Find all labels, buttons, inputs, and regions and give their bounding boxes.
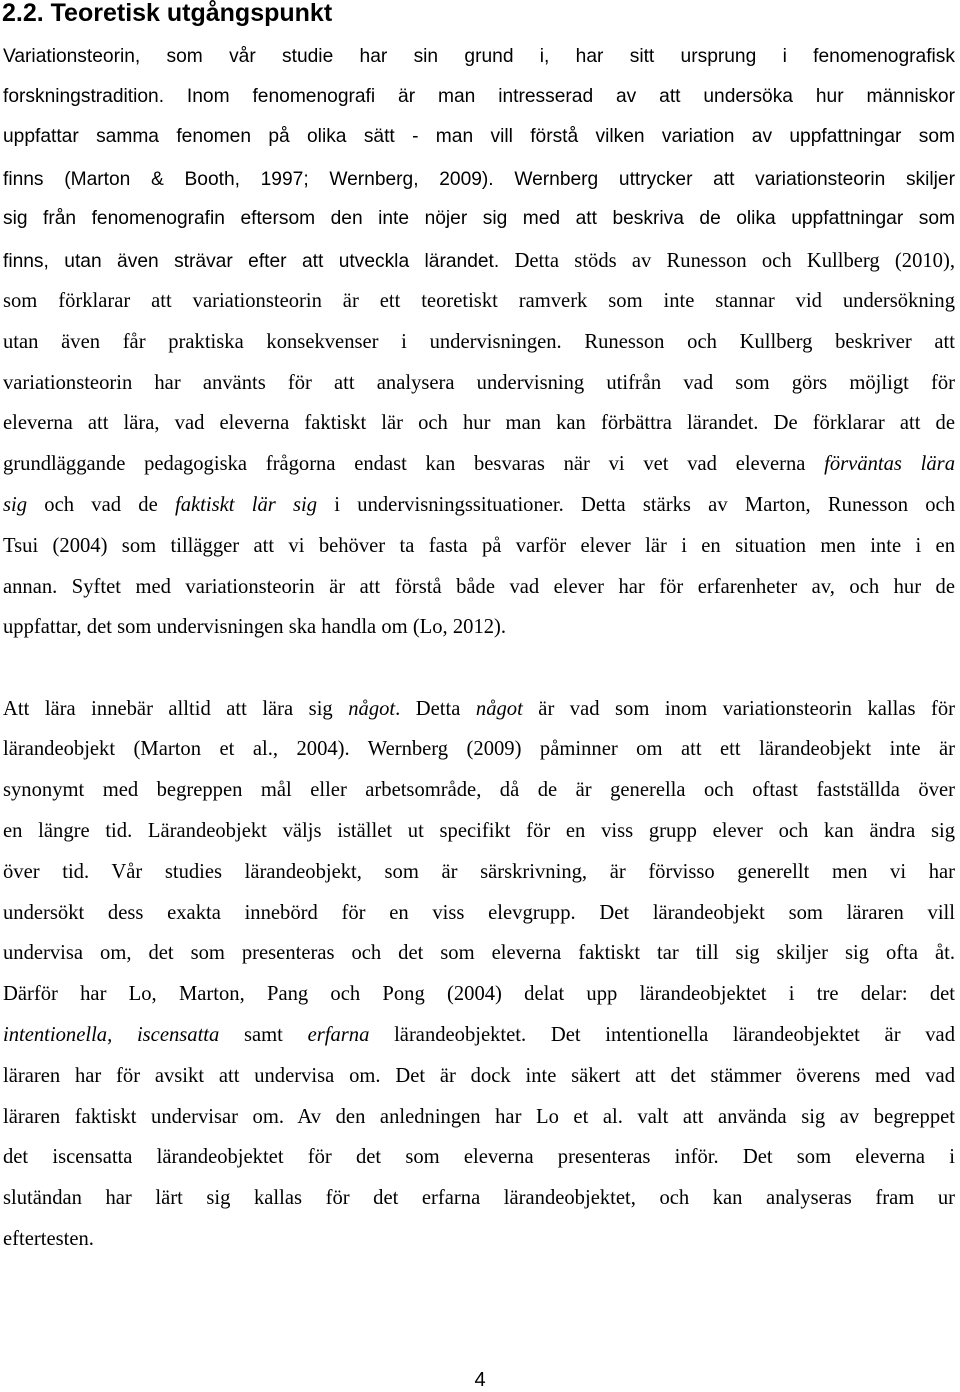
text-line: annan. Syftet med variationsteorin är att förstå både vad elever har för erfarenheter av, och hur de bbox=[3, 576, 955, 598]
text-line: undersökt dess exakta innebörd för en viss elevgrupp. Det lärandeobjekt som läraren vill bbox=[3, 902, 955, 924]
text-line: forskningstradition. Inom fenomenografi är man intresserad av att undersöka hur människor bbox=[3, 86, 955, 107]
text-line: lärandeobjekt (Marton et al., 2004). Wernberg (2009) påminner om att ett lärandeobjekt inte är bbox=[3, 738, 955, 760]
text-line: läraren faktiskt undervisar om. Av den anledningen har Lo et al. valt att använda sig av begreppet bbox=[3, 1106, 955, 1128]
text-line: undervisa om, det som presenteras och det som eleverna faktiskt tar till sig skiljer sig ofta åt. bbox=[3, 942, 955, 964]
emphasis: faktiskt lär sig bbox=[174, 494, 318, 516]
text-line: uppfattar, det som undervisningen ska handla om (Lo, 2012). bbox=[3, 616, 507, 638]
text-line: över tid. Vår studies lärandeobjekt, som är särskrivning, är förvisso generellt men vi har bbox=[3, 861, 955, 883]
text-line: intentionella, iscensatta samt erfarna lärandeobjektet. Det intentionella lärandeobjektet är vad bbox=[3, 1024, 955, 1046]
text-line: en längre tid. Lärandeobjekt väljs istället ut specifikt för en viss grupp elever och kan ändra sig bbox=[3, 820, 955, 842]
text-line: Variationsteorin, som vår studie har sin grund i, har sitt ursprung i fenomenografisk bbox=[3, 46, 955, 67]
text-line: slutändan har lärt sig kallas för det erfarna lärandeobjektet, och kan analyseras fram ur bbox=[3, 1187, 955, 1209]
emphasis: erfarna bbox=[307, 1024, 370, 1046]
text-line: Därför har Lo, Marton, Pang och Pong (2004) delat upp lärandeobjektet i tre delar: det bbox=[3, 983, 955, 1005]
text-line: utan även får praktiska konsekvenser i undervisningen. Runesson och Kullberg beskriver att bbox=[3, 331, 955, 353]
text-line: som förklarar att variationsteorin är ett teoretiskt ramverk som inte stannar vid undersökning bbox=[3, 290, 955, 312]
section-heading: 2.2. Teoretisk utgångspunkt bbox=[2, 0, 333, 27]
text-line: finns (Marton & Booth, 1997; Wernberg, 2009). Wernberg uttrycker att variationsteorin skiljer bbox=[3, 169, 955, 190]
text-line: grundläggande pedagogiska frågorna endast kan besvaras när vi vet vad eleverna förväntas lära bbox=[3, 453, 955, 475]
text-line: variationsteorin har använts för att analysera undervisning utifrån vad som görs möjligt för bbox=[3, 372, 955, 394]
text-line: Att lära innebär alltid att lära sig något. Detta något är vad som inom variationsteorin kallas för bbox=[3, 698, 955, 720]
text-line: sig från fenomenografin eftersom den inte nöjer sig med att beskriva de olika uppfattningar som bbox=[3, 208, 955, 229]
text-line: sig och vad de faktiskt lär sig i undervisningssituationer. Detta stärks av Marton, Runesson och bbox=[3, 494, 955, 516]
text-line: läraren har för avsikt att undervisa om. Det är dock inte säkert att det stämmer överens med vad bbox=[3, 1065, 955, 1087]
emphasis: intentionella, iscensatta bbox=[3, 1024, 220, 1046]
emphasis: något bbox=[475, 698, 523, 720]
text-line: eftertesten. bbox=[3, 1228, 94, 1250]
emphasis: något bbox=[348, 698, 396, 720]
page-number: 4 bbox=[474, 1369, 486, 1391]
text-line: finns, utan även strävar efter att utveckla lärandet. Detta stöds av Runesson och Kullberg (2010), bbox=[3, 250, 955, 272]
emphasis: förväntas lära bbox=[824, 453, 955, 475]
emphasis: sig bbox=[3, 494, 28, 516]
text-line: det iscensatta lärandeobjektet för det som eleverna presenteras inför. Det som eleverna i bbox=[3, 1146, 955, 1168]
text-line: Tsui (2004) som tillägger att vi behöver ta fasta på varför elever lär i en situation men inte i en bbox=[3, 535, 955, 557]
text-line: uppfattar samma fenomen på olika sätt - man vill förstå vilken variation av uppfattningar som bbox=[3, 126, 955, 147]
text-line: eleverna att lära, vad eleverna faktiskt lär och hur man kan förbättra lärandet. De förklarar att de bbox=[3, 412, 955, 434]
text-line: synonymt med begreppen mål eller arbetsområde, då de är generella och oftast fastställda över bbox=[3, 779, 955, 801]
